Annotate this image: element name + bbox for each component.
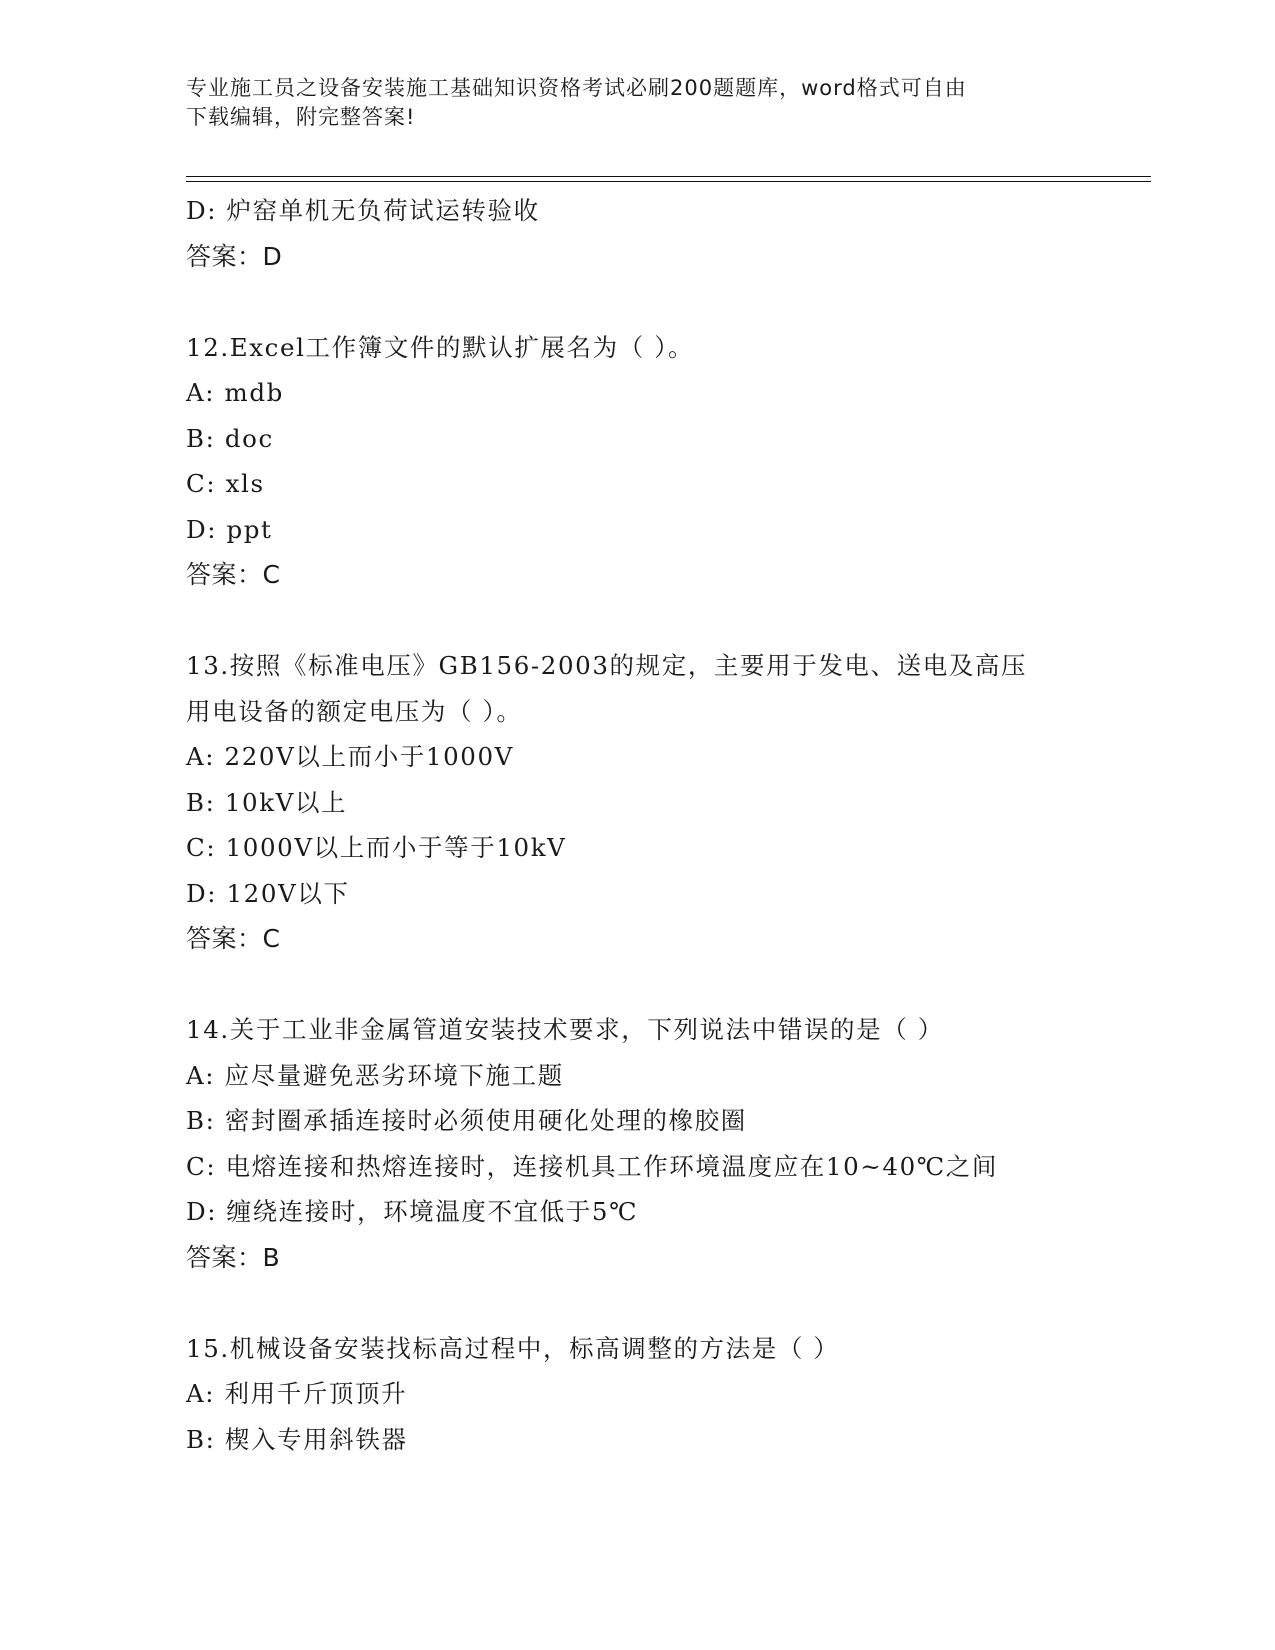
option-line: D: ppt: [186, 514, 273, 544]
header-divider-top: [186, 176, 1151, 177]
option-line: A: 利用千斤顶顶升: [186, 1379, 408, 1408]
header-divider-bottom: [186, 181, 1151, 182]
question-line: 用电设备的额定电压为（ ）。: [186, 696, 523, 726]
spacer: [186, 962, 1146, 1008]
answer-line: 答案：C: [186, 924, 281, 953]
option-line: A: 应尽量避免恶劣环境下施工题: [186, 1060, 564, 1090]
option-line: B: 楔入专用斜铁器: [186, 1424, 408, 1454]
question-line: 13.按照《标准电压》GB156-2003的规定，主要用于发电、送电及高压: [186, 651, 1028, 680]
spacer: [186, 1280, 1146, 1326]
header-line-1: 专业施工员之设备安装施工基础知识资格考试必刷200题题库，word格式可自由: [186, 76, 967, 100]
question-line: 15.机械设备安装找标高过程中，标高调整的方法是（ ）: [186, 1333, 840, 1363]
option-line: A: mdb: [186, 378, 284, 407]
option-line: D: 缠绕连接时，环境温度不宜低于5℃: [186, 1197, 639, 1226]
option-line: B: 密封圈承插连接时必须使用硬化处理的橡胶圈: [186, 1106, 747, 1135]
spacer: [186, 279, 1146, 325]
answer-line: 答案：C: [186, 560, 281, 589]
option-line: C: 1000V以上而小于等于10kV: [186, 833, 567, 862]
option-line: D: 炉窑单机无负荷试运转验收: [186, 196, 540, 225]
option-line: C: xls: [186, 469, 265, 498]
option-line: B: 10kV以上: [186, 787, 348, 817]
spacer: [186, 598, 1146, 644]
option-line: B: doc: [186, 423, 274, 453]
option-line: A: 220V以上而小于1000V: [186, 742, 514, 771]
question-list: [186, 188, 1146, 1462]
option-line: C: 电熔连接和热熔连接时，连接机具工作环境温度应在10~40℃之间: [186, 1151, 998, 1181]
answer-line: 答案：B: [186, 1242, 281, 1272]
question-line: 12.Excel工作簿文件的默认扩展名为（ ）。: [186, 332, 695, 362]
header-line-2: 下载编辑，附完整答案!: [186, 105, 416, 129]
answer-line: 答案：D: [186, 241, 283, 271]
question-line: 14.关于工业非金属管道安装技术要求，下列说法中错误的是（ ）: [186, 1015, 944, 1044]
option-line: D: 120V以下: [186, 878, 350, 908]
document-header: [186, 74, 1066, 132]
